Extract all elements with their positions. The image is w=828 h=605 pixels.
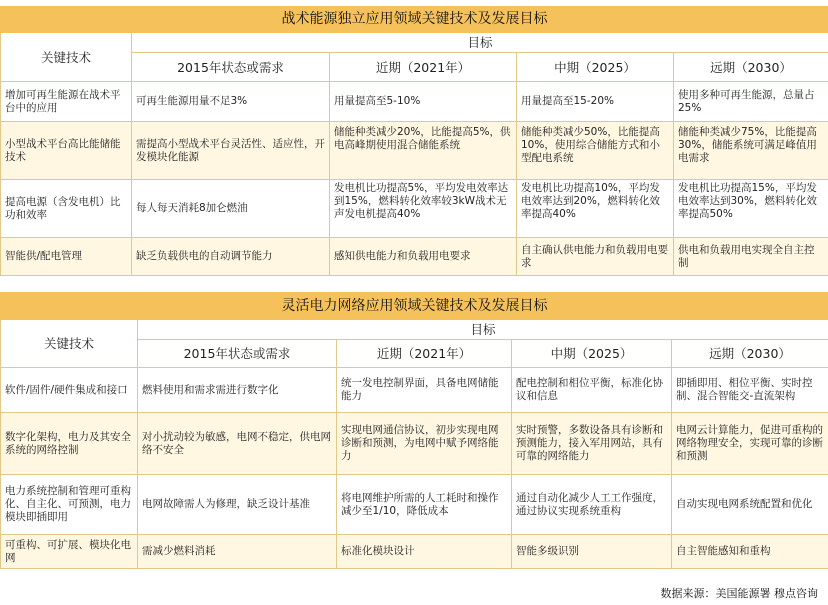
cell-mid: 智能多级识别	[512, 535, 672, 569]
table-row	[1, 238, 828, 276]
cell-far: 即插即用、相位平衡、实时控制、混合智能交-直流架构	[672, 368, 828, 413]
cell-2015: 需提高小型战术平台灵活性、适应性，开发模块化能源	[132, 122, 330, 180]
tech-cell: 提高电源（含发电机）比功和效率	[1, 180, 132, 238]
table-row	[1, 413, 828, 475]
tech-cell: 电力系统控制和管理可重构化、自主化、可预测，电力模块即插即用	[1, 475, 138, 535]
table1-header-far: 远期（2030）	[674, 53, 828, 82]
table-row	[1, 122, 828, 180]
table1-title: 战术能源独立应用领域关键技术及发展目标	[1, 7, 828, 33]
cell-mid: 用量提高至15-20%	[517, 82, 674, 122]
table1-header-near: 近期（2021年）	[330, 53, 517, 82]
tech-cell: 小型战术平台高比能储能技术	[1, 122, 132, 180]
cell-near: 发电机比功提高5%，平均发电效率达到15%，燃料转化效率较3kW战术无声发电机提高40%	[330, 180, 517, 238]
cell-far: 储能种类减少75%，比能提高30%，储能系统可满足峰值用电需求	[674, 122, 828, 180]
cell-mid: 通过自动化减少人工工作强度，通过协议实现系统重构	[512, 475, 672, 535]
table1-header-tech: 关键技术	[1, 33, 132, 82]
table2-header-mid: 中期（2025）	[512, 340, 672, 368]
tech-cell: 数字化架构，电力及其安全系统的网络控制	[1, 413, 138, 475]
tech-cell: 软件/固件/硬件集成和接口	[1, 368, 138, 413]
table2-header-tech: 关键技术	[1, 320, 138, 368]
cell-far: 使用多种可再生能源，总量占25%	[674, 82, 828, 122]
cell-near: 储能种类减少20%，比能提高5%，供电高峰期使用混合储能系统	[330, 122, 517, 180]
tech-cell: 增加可再生能源在战术平台中的应用	[1, 82, 132, 122]
cell-near: 用量提高至5-10%	[330, 82, 517, 122]
table2-header-2015: 2015年状态或需求	[138, 340, 337, 368]
cell-near: 实现电网通信协议，初步实现电网诊断和预测，为电网中赋予网络能力	[337, 413, 512, 475]
cell-mid: 储能种类减少50%，比能提高10%，使用综合储能方式和小型配电系统	[517, 122, 674, 180]
cell-2015: 缺乏负载供电的自动调节能力	[132, 238, 330, 276]
cell-far: 供电和负载用电实现全自主控制	[674, 238, 828, 276]
cell-near: 标准化模块设计	[337, 535, 512, 569]
table-row	[1, 368, 828, 413]
cell-2015: 可再生能源用量不足3%	[132, 82, 330, 122]
cell-2015: 需减少燃料消耗	[138, 535, 337, 569]
tech-cell: 智能供/配电管理	[1, 238, 132, 276]
cell-2015: 对小扰动较为敏感，电网不稳定，供电网络不安全	[138, 413, 337, 475]
cell-near: 统一发电控制界面，具备电网储能能力	[337, 368, 512, 413]
table2-header-goal: 目标	[138, 320, 828, 340]
table1-header-goal: 目标	[132, 33, 828, 53]
cell-mid: 实时预警，多数设备具有诊断和预测能力，接入军用网站，具有可靠的网络能力	[512, 413, 672, 475]
tech-cell: 可重构、可扩展、模块化电网	[1, 535, 138, 569]
cell-far: 自动实现电网系统配置和优化	[672, 475, 828, 535]
cell-far: 电网云计算能力，促进可重构的网络物理安全，实现可靠的诊断和预测	[672, 413, 828, 475]
cell-2015: 电网故障需人为修理，缺乏设计基准	[138, 475, 337, 535]
table1-header-mid: 中期（2025）	[517, 53, 674, 82]
table1-header-2015: 2015年状态或需求	[132, 53, 330, 82]
cell-far: 发电机比功提高15%，平均发电效率达到30%，燃料转化效率提高50%	[674, 180, 828, 238]
table-row	[1, 475, 828, 535]
table2-title: 灵活电力网络应用领域关键技术及发展目标	[1, 293, 828, 320]
cell-far: 自主智能感知和重构	[672, 535, 828, 569]
cell-mid: 发电机比功提高10%，平均发电效率达到20%，燃料转化效率提高40%	[517, 180, 674, 238]
table2-header-far: 远期（2030）	[672, 340, 828, 368]
cell-near: 感知供电能力和负载用电要求	[330, 238, 517, 276]
table2-header-near: 近期（2021年）	[337, 340, 512, 368]
table-row	[1, 82, 828, 122]
table-flexible-grid	[0, 292, 828, 569]
cell-mid: 自主确认供电能力和负载用电要求	[517, 238, 674, 276]
table-row	[1, 180, 828, 238]
cell-2015: 每人每天消耗8加仑燃油	[132, 180, 330, 238]
source-note: 数据来源：美国能源署 穆点咨询	[660, 587, 818, 600]
table-row	[1, 535, 828, 569]
cell-near: 将电网维护所需的人工耗时和操作减少至1/10，降低成本	[337, 475, 512, 535]
cell-mid: 配电控制和相位平衡，标准化协议和信息	[512, 368, 672, 413]
cell-2015: 燃料使用和需求需进行数字化	[138, 368, 337, 413]
table-tactical-energy	[0, 6, 828, 276]
